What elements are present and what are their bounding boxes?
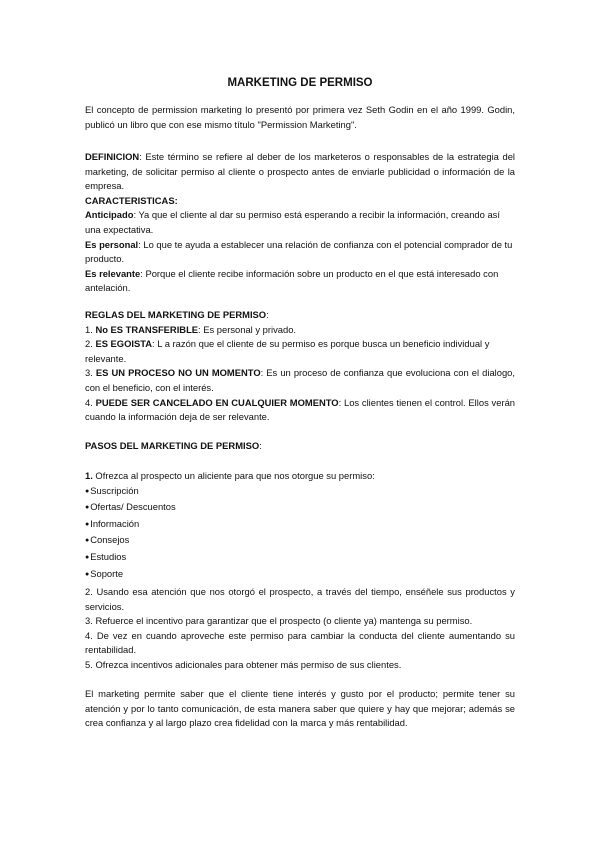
rules-heading [85,308,515,323]
incentive-bullet: ● Ofertas/ Descuentos [85,500,515,517]
rule-number: 3. [85,367,96,379]
rule-number: 4. [85,396,96,408]
rule-label: ES UN PROCESO NO UN MOMENTO [95,367,261,379]
step-number: 3. [85,615,96,627]
characteristic-item [85,267,515,296]
step-item [85,629,515,658]
steps-heading-block [85,439,515,454]
definition-paragraph [85,150,515,194]
step-text: Ofrezca incentivos adicionales para obtener más permiso de sus clientes. [95,658,402,670]
characteristic-item [85,238,515,267]
steps-heading [85,439,515,454]
rule-text: : Es personal y privado. [198,323,297,335]
definition-text: : Este término se refiere al deber de los marketeros o responsables de la estrategia del marketing, de solicitar permiso al cliente o prospecto antes de enviarle publicidad o información de la empresa. [85,151,515,192]
step-text: Usando esa atención que nos otorgó el prospecto, a través del tiempo, enséñele sus productos y servicios. [85,586,515,612]
rule-text: : Los clientes tienen el control. Ellos verán cuando la información deja de ser relevante. [85,396,515,423]
steps-heading-text: PASOS DEL MARKETING DE PERMISO [85,440,260,451]
step-item [85,469,515,484]
rule-item [85,396,515,425]
intro-section [85,103,515,132]
rules-heading-colon: : [266,309,269,320]
step-number: 1. [85,470,93,481]
characteristic-label: Es relevante [85,267,141,279]
step-text: Ofrezca al prospecto un aliciente para que nos otorgue su permiso: [92,470,375,481]
step-number: 2. [85,586,97,597]
rule-item [85,323,515,338]
characteristic-text: : Porque el cliente recibe información sobre un producto en el que está interesado con antelación. [85,267,499,294]
incentive-bullet: ● Información [85,517,515,534]
definition-label: DEFINICION [85,151,140,162]
rule-item [85,366,515,395]
rule-label: ES EGOISTA [95,338,153,350]
incentive-bullet: ● Consejos [85,533,515,550]
characteristic-text: : Lo que te ayuda a establecer una relación de confianza con el potencial comprador de tu producto. [85,238,513,265]
step-text: Refuerce el incentivo para garantizar que el prospecto (o cliente ya) mantenga su permiso. [95,615,473,627]
rules-section [85,308,515,425]
incentive-bullet: ● Estudios [85,550,515,567]
closing-section [85,687,515,731]
step1-section [85,469,515,583]
step-number: 4. [85,629,97,641]
rule-text: : Es un proceso de confianza que evoluciona con el dialogo, con el beneficio, con el interés. [85,367,516,393]
characteristic-text: : Ya que el cliente al dar su permiso está esperando a recibir la información, creando así una expectativa. [85,209,500,235]
step-item [85,585,515,614]
characteristic-label: Es personal [85,238,139,250]
definition-section [85,150,515,296]
rule-label: No ES TRANSFERIBLE [95,323,199,335]
steps-heading-colon: : [259,440,262,451]
incentive-bullet: ● Suscripción [85,484,515,501]
characteristics-heading: CARACTERISTICAS: [85,194,178,206]
closing-paragraph: El marketing permite saber que el cliente tiene interés y gusto por el producto; permite tener su atención y por lo tanto comunicación, de esta manera saber que quiere y hay que mejorar; además se crea confianza y al largo plazo crea fidelidad con la marca y más rentabilidad. [85,688,515,729]
characteristic-label: Anticipado [85,209,134,221]
rule-label: PUEDE SER CANCELADO EN CUALQUIER MOMENTO [95,396,339,408]
rule-text: : L a razón que el cliente de su permiso es porque busca un beneficio individual y relevante. [85,338,490,364]
step-item [85,614,515,629]
incentive-bullet: ● Soporte [85,567,515,584]
step-text: De vez en cuando aproveche este permiso para cambiar la conducta del cliente aumentando su rentabilidad. [85,629,515,656]
steps-list [85,585,515,673]
step-number: 5. [85,658,96,670]
page-title: MARKETING DE PERMISO [227,77,373,89]
rules-heading-text: REGLAS DEL MARKETING DE PERMISO [85,309,267,320]
rule-item [85,337,515,366]
intro-paragraph: El concepto de permission marketing lo presentó por primera vez Seth Godin en el año 1999. Godin, publicó un libro que con ese mismo título "Permission Marketing". [85,104,515,130]
rule-number: 2. [85,338,96,350]
rule-number: 1. [85,323,96,335]
characteristic-item [85,208,515,237]
step-item [85,658,515,673]
